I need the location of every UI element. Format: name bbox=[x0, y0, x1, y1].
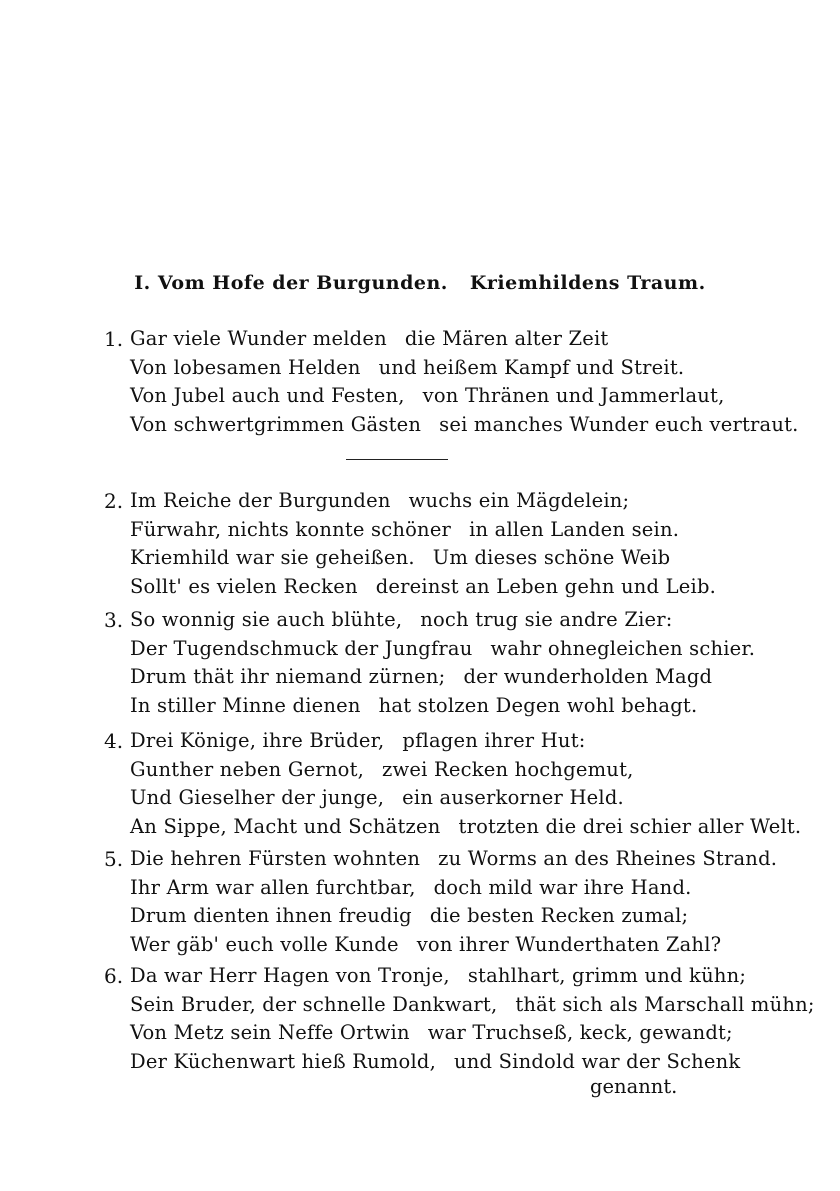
verse-second-half: und heißem Kampf und Streit. bbox=[378, 355, 685, 379]
verse-second-half: doch mild war ihre Hand. bbox=[433, 875, 692, 899]
verse-line bbox=[130, 544, 744, 573]
stanza-number: 3. bbox=[104, 608, 124, 632]
verse-line bbox=[130, 1048, 744, 1077]
verse-second-half: hat stolzen Degen wohl behagt. bbox=[378, 693, 698, 717]
verse-line bbox=[130, 874, 744, 903]
verse-second-half: zwei Recken hochgemut, bbox=[382, 757, 634, 781]
verse-line bbox=[130, 1019, 744, 1048]
verse-second-half: wuchs ein Mägdelein; bbox=[408, 489, 630, 512]
verse-continuation: genannt. bbox=[590, 1075, 678, 1098]
verse-first-half: Der Küchenwart hieß Rumold, bbox=[130, 1049, 436, 1073]
verse-line bbox=[130, 573, 744, 602]
verse-first-half: Von lobesamen Helden bbox=[130, 355, 361, 379]
verse-first-half: Sollt' es vielen Recken bbox=[130, 574, 358, 598]
verse-first-half: Kriemhild war sie geheißen. bbox=[130, 546, 415, 569]
verse-second-half: die Mären alter Zeit bbox=[404, 327, 609, 350]
verse-first-half: Drum dienten ihnen freudig bbox=[130, 904, 412, 927]
verse-first-half: Von schwertgrimmen Gästen bbox=[130, 412, 422, 436]
verse-first-half: Gar viele Wunder melden bbox=[130, 327, 387, 350]
verse-second-half: pflagen ihrer Hut: bbox=[402, 729, 586, 752]
stanza-number: 1. bbox=[104, 327, 124, 351]
stanza-5 bbox=[104, 845, 778, 959]
verse-first-half: So wonnig sie auch blühte, bbox=[130, 608, 403, 631]
verse-second-half: in allen Landen sein. bbox=[469, 517, 680, 541]
stanza-number: 2. bbox=[104, 489, 124, 513]
verse-second-half: wahr ohnegleichen schier. bbox=[490, 636, 756, 660]
verse-line bbox=[130, 663, 744, 692]
verse-first-half: Und Gieselher der junge, bbox=[130, 786, 385, 809]
verse-first-half: Drei Könige, ihre Brüder, bbox=[130, 729, 385, 752]
verse-second-half: und Sindold war der Schenk bbox=[454, 1049, 741, 1073]
verse-first-half: Da war Herr Hagen von Tronje, bbox=[130, 964, 450, 987]
verse-second-half: noch trug sie andre Zier: bbox=[420, 608, 673, 631]
verse-first-half: An Sippe, Macht und Schätzen bbox=[130, 814, 441, 838]
verse-second-half: von Thränen und Jammerlaut, bbox=[422, 384, 725, 407]
verse-first-half: Wer gäb' euch volle Kunde bbox=[130, 932, 399, 956]
verse-first-half: Sein Bruder, der schnelle Dankwart, bbox=[130, 992, 498, 1016]
verse-second-half: ein auserkorner Held. bbox=[402, 786, 624, 809]
verse-second-half: war Truchseß, keck, gewandt; bbox=[427, 1021, 733, 1044]
verse-second-half: zu Worms an des Rheines Strand. bbox=[438, 847, 778, 870]
verse-line bbox=[130, 354, 744, 383]
verse-line bbox=[130, 727, 744, 756]
stanza-2 bbox=[104, 487, 744, 601]
stanza-number: 6. bbox=[104, 964, 124, 988]
verse-first-half: Gunther neben Gernot, bbox=[130, 757, 365, 781]
verse-first-half: Fürwahr, nichts konnte schöner bbox=[130, 517, 452, 541]
stanza-number: 5. bbox=[104, 847, 124, 871]
verse-second-half: thät sich als Marschall mühn; bbox=[515, 992, 815, 1016]
verse-line bbox=[130, 784, 744, 813]
verse-second-half: Um dieses schöne Weib bbox=[432, 546, 671, 569]
verse-line bbox=[130, 931, 744, 960]
verse-second-half: die besten Recken zumal; bbox=[429, 904, 689, 927]
stanza-4 bbox=[104, 727, 802, 841]
verse-line bbox=[130, 487, 744, 516]
verse-line bbox=[130, 692, 744, 721]
verse-first-half: Der Tugendschmuck der Jungfrau bbox=[130, 636, 473, 660]
verse-line bbox=[130, 325, 744, 354]
stanza-3 bbox=[104, 606, 756, 720]
verse-first-half: Drum thät ihr niemand zürnen; bbox=[130, 665, 446, 688]
verse-first-half: Die hehren Fürsten wohnten bbox=[130, 847, 421, 870]
verse-second-half: trotzten die drei schier aller Welt. bbox=[458, 814, 802, 838]
verse-line bbox=[130, 813, 802, 842]
verse-first-half: Von Jubel auch und Festen, bbox=[130, 384, 405, 407]
verse-first-half: Im Reiche der Burgunden bbox=[130, 489, 391, 512]
verse-second-half: sei manches Wunder euch vertraut. bbox=[439, 412, 799, 436]
verse-line bbox=[130, 902, 744, 931]
divider-rule bbox=[346, 459, 448, 460]
stanza-1 bbox=[104, 325, 799, 439]
verse-line bbox=[130, 382, 744, 411]
chapter-title-part2: Kriemhildens Traum. bbox=[469, 272, 706, 294]
verse-line bbox=[130, 756, 744, 785]
verse-second-half: stahlhart, grimm und kühn; bbox=[467, 964, 747, 987]
verse-line bbox=[130, 635, 756, 664]
verse-line bbox=[130, 845, 778, 874]
verse-line bbox=[130, 516, 744, 545]
verse-second-half: der wunderholden Magd bbox=[463, 665, 713, 688]
verse-second-half: dereinst an Leben gehn und Leib. bbox=[375, 574, 717, 598]
stanza-number: 4. bbox=[104, 729, 124, 753]
stanza-6 bbox=[104, 962, 815, 1076]
verse-line bbox=[130, 991, 815, 1020]
verse-line bbox=[130, 962, 747, 991]
verse-line bbox=[130, 411, 799, 440]
verse-first-half: Von Metz sein Neffe Ortwin bbox=[130, 1021, 410, 1044]
chapter-title bbox=[0, 272, 840, 294]
verse-line bbox=[130, 606, 744, 635]
verse-first-half: Ihr Arm war allen furchtbar, bbox=[130, 875, 416, 899]
verse-second-half: von ihrer Wunderthaten Zahl? bbox=[416, 932, 722, 956]
chapter-title-part1: I. Vom Hofe der Burgunden. bbox=[134, 272, 448, 294]
verse-first-half: In stiller Minne dienen bbox=[130, 693, 361, 717]
